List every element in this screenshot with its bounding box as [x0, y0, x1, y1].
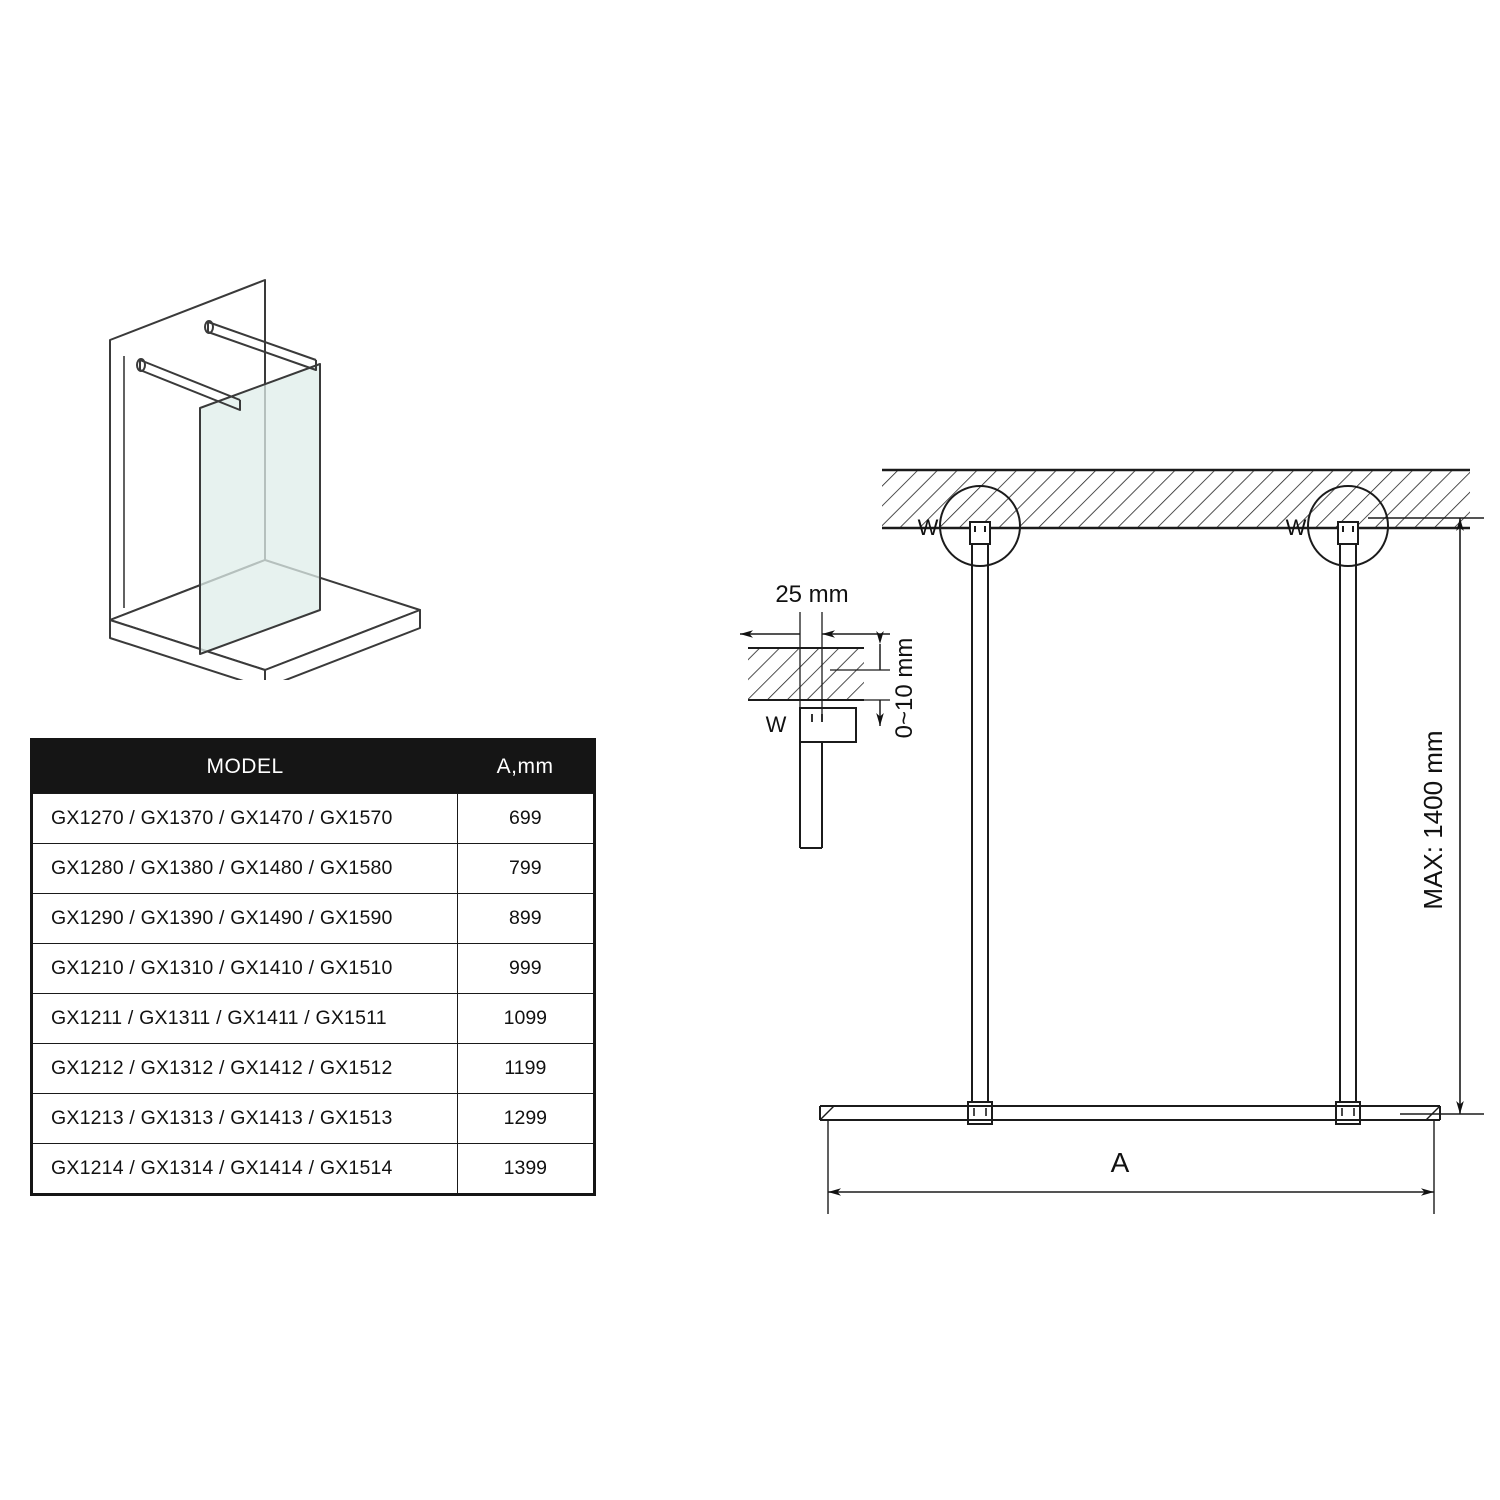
- label-max-height: MAX: 1400 mm: [1418, 730, 1448, 910]
- table-row: [32, 994, 595, 1044]
- cell-model: GX1270 / GX1370 / GX1470 / GX1570: [32, 794, 458, 844]
- cell-model: GX1212 / GX1312 / GX1412 / GX1512: [32, 1044, 458, 1094]
- cell-a: 899: [457, 894, 594, 944]
- cell-model: GX1211 / GX1311 / GX1411 / GX1511: [32, 994, 458, 1044]
- table-body: [32, 794, 595, 1195]
- cell-a: 699: [457, 794, 594, 844]
- model-dimension-table: [30, 738, 596, 1196]
- table-row: [32, 794, 595, 844]
- cell-model: GX1290 / GX1390 / GX1490 / GX1590: [32, 894, 458, 944]
- table-row: [32, 844, 595, 894]
- cell-a: 1299: [457, 1094, 594, 1144]
- table-row: [32, 894, 595, 944]
- table-row: [32, 944, 595, 994]
- cell-model: GX1214 / GX1314 / GX1414 / GX1514: [32, 1144, 458, 1195]
- cell-a: 999: [457, 944, 594, 994]
- cell-a: 799: [457, 844, 594, 894]
- cell-a: 1099: [457, 994, 594, 1044]
- cell-a: 1199: [457, 1044, 594, 1094]
- isometric-shower-illustration: [80, 260, 460, 680]
- cell-a: 1399: [457, 1144, 594, 1195]
- table-header-row: [32, 740, 595, 794]
- technical-dimension-drawing: [700, 430, 1490, 1260]
- cell-model: GX1280 / GX1380 / GX1480 / GX1580: [32, 844, 458, 894]
- table-row: [32, 1144, 595, 1195]
- table-row: [32, 1044, 595, 1094]
- column-header-model: MODEL: [32, 740, 458, 794]
- cell-model: GX1213 / GX1313 / GX1413 / GX1513: [32, 1094, 458, 1144]
- label-gap-0-10mm: 0~10 mm: [891, 637, 918, 739]
- table-header: [32, 740, 595, 794]
- column-header-a: A,mm: [457, 740, 594, 794]
- cell-model: GX1210 / GX1310 / GX1410 / GX1510: [32, 944, 458, 994]
- label-width-a: A: [1110, 1147, 1130, 1178]
- label-wall-bracket-left: W: [917, 515, 939, 540]
- label-thickness-25mm: 25 mm: [775, 581, 849, 608]
- label-wall-bracket-right: W: [1285, 515, 1307, 540]
- table-row: [32, 1094, 595, 1144]
- label-wall-bracket-detail: W: [765, 712, 787, 737]
